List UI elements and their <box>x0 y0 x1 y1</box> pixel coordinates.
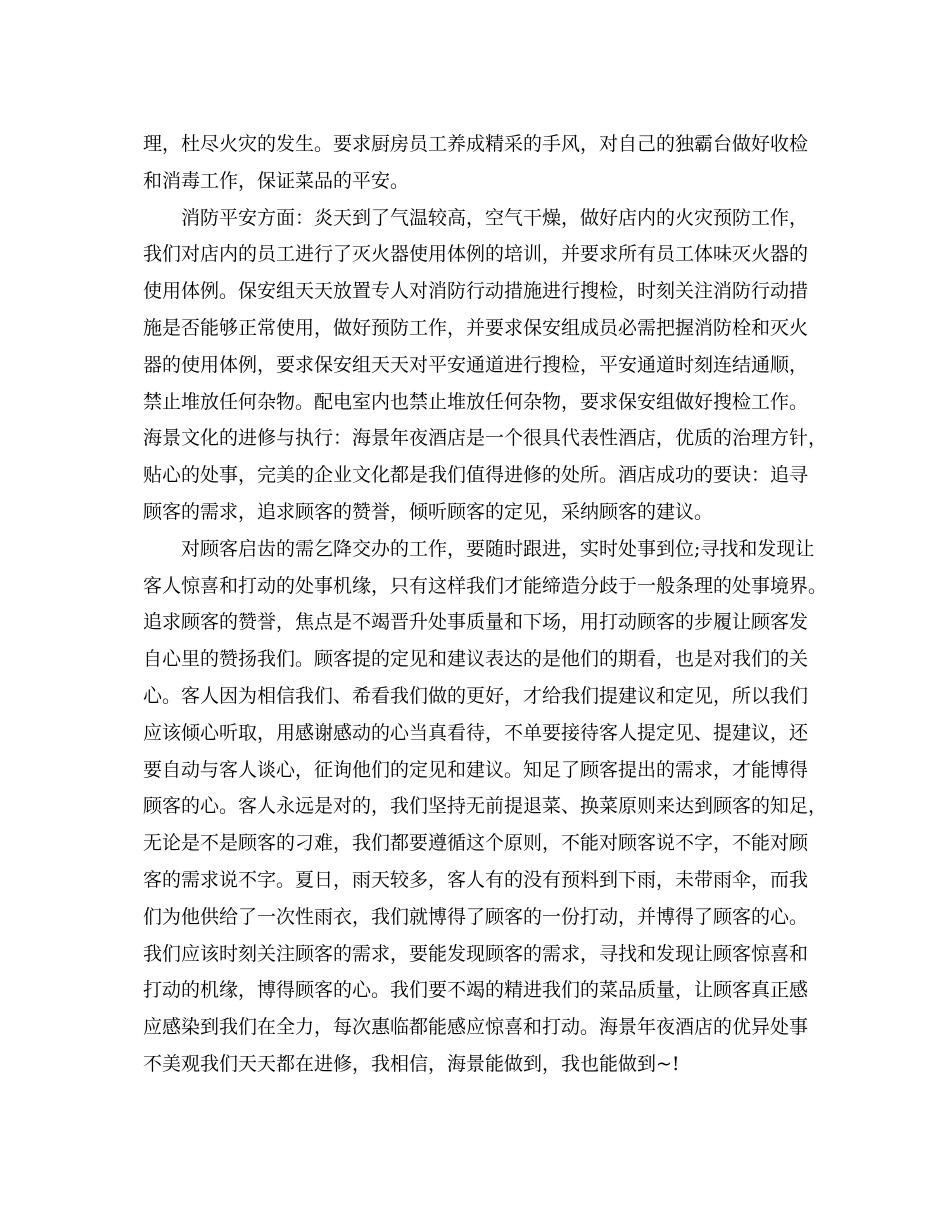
text-line: 禁止堆放任何杂物。配电室内也禁止堆放任何杂物，要求保安组做好搜检工作。 <box>143 390 809 413</box>
text-line: 应该倾心听取，用感谢感动的心当真看待，不单要接待客人提定见、提建议，还 <box>143 721 809 744</box>
text-line: 无论是不是顾客的刁难，我们都要遵循这个原则，不能对顾客说不字，不能对顾 <box>143 832 809 855</box>
text-line: 客的需求说不字。夏日，雨天较多，客人有的没有预料到下雨，未带雨伞，而我 <box>143 868 809 891</box>
document-body <box>143 126 828 1083</box>
text-line: 施是否能够正常使用，做好预防工作，并要求保安组成员必需把握消防栓和灭火 <box>143 316 809 339</box>
text-line: 不美观我们天天都在进修，我相信，海景能做到，我也能做到~! <box>143 1052 680 1075</box>
text-line: 顾客的心。客人永远是对的，我们坚持无前提退菜、换菜原则来达到顾客的知足， <box>143 795 828 818</box>
text-line: 应感染到我们在全力，每次惠临都能感应惊喜和打动。海景年夜酒店的优异处事 <box>143 1016 809 1039</box>
text-line: 和消毒工作，保证菜品的平安。 <box>143 169 410 192</box>
text-line: 心。客人因为相信我们、希看我们做的更好，才给我们提建议和定见，所以我们 <box>143 684 809 707</box>
text-line: 打动的机缘，博得顾客的心。我们要不竭的精进我们的菜品质量，让顾客真正感 <box>143 979 809 1002</box>
text-line: 客人惊喜和打动的处事机缘，只有这样我们才能缔造分歧于一般条理的处事境界。 <box>143 574 828 597</box>
text-line: 消防平安方面：炎天到了气温较高，空气干燥，做好店内的火灾预防工作， <box>181 206 809 229</box>
text-line: 使用体例。保安组天天放置专人对消防行动措施进行搜检，时刻关注消防行动措 <box>143 280 809 303</box>
text-line: 我们对店内的员工进行了灭火器使用体例的培训，并要求所有员工体味灭火器的 <box>143 243 809 266</box>
text-line: 海景文化的进修与执行：海景年夜酒店是一个很具代表性酒店，优质的治理方针， <box>143 427 828 450</box>
text-line: 追求顾客的赞誉，焦点是不竭晋升处事质量和下场，用打动顾客的步履让顾客发 <box>143 611 809 634</box>
text-line: 贴心的处事，完美的企业文化都是我们值得进修的处所。酒店成功的要诀：追寻 <box>143 464 809 487</box>
text-line: 要自动与客人谈心，征询他们的定见和建议。知足了顾客提出的需求，才能博得 <box>143 758 809 781</box>
text-line: 器的使用体例，要求保安组天天对平安通道进行搜检，平安通道时刻连结通顺， <box>143 353 809 376</box>
text-line: 我们应该时刻关注顾客的需求，要能发现顾客的需求，寻找和发现让顾客惊喜和 <box>143 942 809 965</box>
text-line: 自心里的赞扬我们。顾客提的定见和建议表达的是他们的期看，也是对我们的关 <box>143 648 809 671</box>
text-line: 对顾客启齿的需乞降交办的工作，要随时跟进，实时处事到位;寻找和发现让 <box>181 537 815 560</box>
text-line: 顾客的需求，追求顾客的赞誉，倾听顾客的定见，采纳顾客的建议。 <box>143 500 714 523</box>
text-line: 理，杜尽火灾的发生。要求厨房员工养成精采的手风，对自己的独霸台做好收检 <box>143 133 809 155</box>
text-line: 们为他供给了一次性雨衣，我们就博得了顾客的一份打动，并博得了顾客的心。 <box>143 905 809 928</box>
